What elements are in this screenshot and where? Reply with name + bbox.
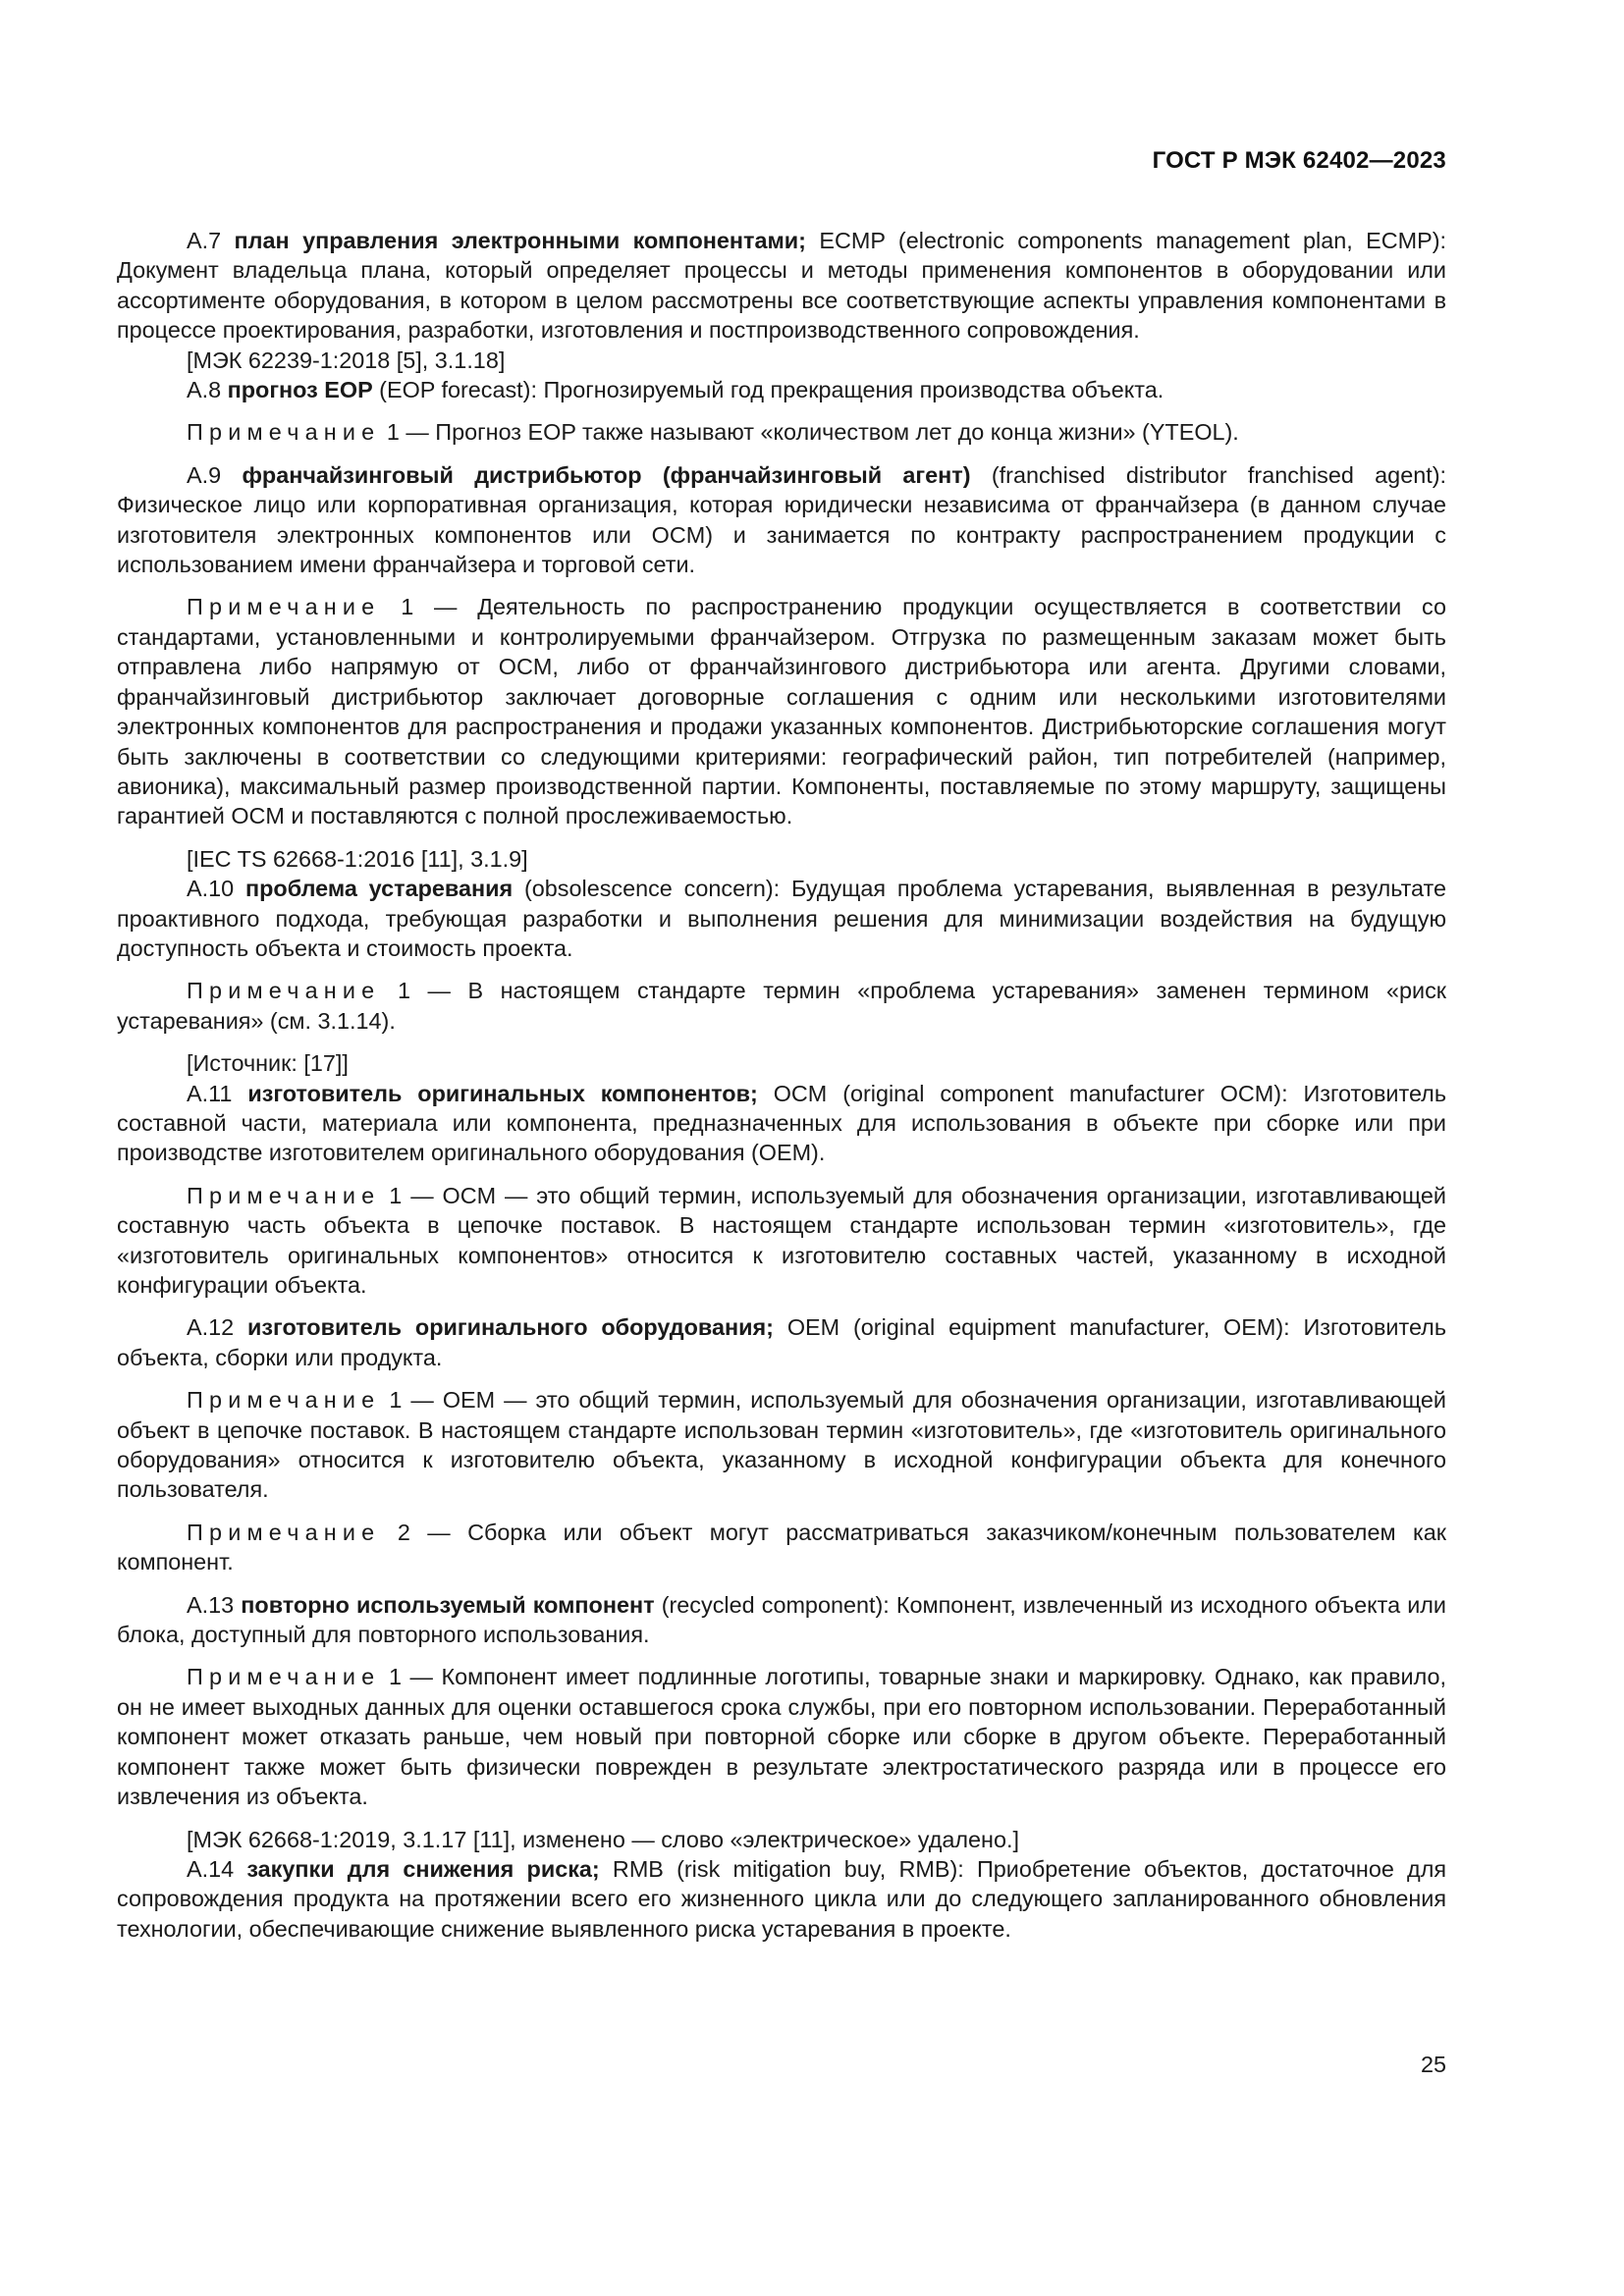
term-entry-a10 [117,874,1446,963]
term-number: A.13 [187,1591,235,1618]
note-label: Примечание [187,1387,381,1414]
page-number: 25 [1420,2052,1446,2077]
note-label: Примечание [187,419,381,446]
note [117,417,1446,447]
term-entry-a14 [117,1854,1446,1944]
document-body [117,226,1446,1944]
term-title: повторно используемый компонент [241,1591,655,1618]
term-number: A.14 [187,1855,235,1882]
term-number: A.8 [187,377,222,403]
note-text: 1 — OEM — это общий термин, используемый для обозначения организации, изготавливающей объект в цепочке поставок. В настоящем стандарте использован термин «изготовитель», где «изготовитель оригинального оборудования» относится к изготовителю объекта, указанному в исходной конфигурации объекта для конечного пользователя. [117,1387,1446,1503]
source-reference: [IEC TS 62668-1:2016 [11], 3.1.9] [187,845,528,872]
note-label: Примечание [187,1664,381,1690]
term-definition: ECMP (electronic components management plan, ECMP): Документ владельца плана, который определяет процессы и методы применения компонентов в оборудовании или ассортименте оборудования, в котором в целом рассмотрены все соответствующие аспекты управления компонентами в процессе проектирования, разработки, изготовления и постпроизводственного сопровождения. [117,228,1447,344]
note-text: 2 — Сборка или объект могут рассматриваться заказчиком/конечным пользователем как компонент. [117,1519,1446,1575]
source-reference: [МЭК 62668-1:2019, 3.1.17 [11], изменено — слово «электрическое» удалено.] [187,1826,1019,1852]
term-number: A.11 [187,1080,233,1106]
note [117,1662,1446,1811]
source-reference: [МЭК 62239-1:2018 [5], 3.1.18] [187,347,506,373]
term-title: изготовитель оригинальных компонентов; [247,1080,758,1106]
term-definition: RMB (risk mitigation buy, RMB): Приобретение объектов, достаточное для сопровождения продукта на протяжении всего его жизненного цикла или до следующего запланированного обновления технологии, обеспечивающие снижение выявленного риска устаревания в проекте. [117,1855,1447,1942]
note-text: 1 — Деятельность по распространению продукции осуществляется в соответствии со стандартами, установленными и контролируемыми франчайзером. Отгрузка по размещенным заказам может быть отправлена либо напрямую от OCM, либо от франчайзингового дистрибьютора или агента. Другими словами, франчайзинговый дистрибьютор заключает договорные соглашения с одним или несколькими изготовителями электронных компонентов для распространения и продажи указанных компонентов. Дистрибьюторские соглашения могут быть заключены в соответствии со следующими критериями: географический район, тип потребителей (например, авионика), максимальный размер производственной партии. Компоненты, поставляемые по этому маршруту, защищены гарантией OCM и поставляются с полной прослеживаемостью. [117,594,1446,829]
term-definition: (EOP forecast): Прогнозируемый год прекращения производства объекта. [372,377,1164,403]
term-number: A.10 [187,876,235,902]
term-entry-a13 [117,1590,1446,1650]
term-entry-a7 [117,226,1446,346]
document-header: ГОСТ Р МЭК 62402—2023 [1152,147,1446,174]
note [117,592,1446,830]
term-definition: (recycled component): Компонент, извлеченный из исходного объекта или блока, доступный для повторного использования. [117,1591,1447,1648]
term-title: франчайзинговый дистрибьютор (франчайзинговый агент) [242,461,971,488]
term-entry-a8 [117,375,1446,404]
note-label: Примечание [187,594,381,620]
note [117,1518,1446,1577]
note-label: Примечание [187,978,381,1004]
term-number: A.7 [187,228,222,253]
term-number: A.12 [187,1314,235,1341]
term-title: проблема устаревания [245,876,514,902]
note-label: Примечание [187,1519,381,1545]
term-number: A.9 [187,461,222,488]
term-title: прогноз EOP [227,377,373,403]
note-label: Примечание [187,1182,381,1208]
note-text: 1 — Компонент имеет подлинные логотипы, товарные знаки и маркировку. Однако, как правило, он не имеет выходных данных для оценки оставшегося срока службы, при его повторном использовании. Переработанный компонент может отказать раньше, чем новый при повторной сборке или сборке в другом объекте. Переработанный компонент также может быть физически поврежден в результате электростатического разряда или в процессе его извлечения из объекта. [117,1664,1446,1810]
note-text: 1 — В настоящем стандарте термин «проблема устаревания» заменен термином «риск устаревания» (см. 3.1.14). [117,978,1446,1034]
source-reference: [Источник: [17]] [187,1050,349,1077]
note [117,1181,1446,1301]
term-title: изготовитель оригинального оборудования; [247,1314,774,1341]
term-title: закупки для снижения риска; [246,1855,600,1882]
note [117,1385,1446,1505]
term-entry-a12 [117,1312,1446,1372]
note-text: 1 — OCM — это общий термин, используемый для обозначения организации, изготавливающей составную часть объекта в цепочке поставок. В настоящем стандарте использован термин «изготовитель», где «изготовитель оригинальных компонентов» относится к изготовителю составных частей, указанному в исходной конфигурации объекта. [117,1182,1446,1298]
term-definition: OCM (original component manufacturer OCM): Изготовитель составной части, материала или компонента, предназначенных для использования в объекте при сборке или при производстве изготовителем оригинального оборудования (OEM). [117,1080,1447,1166]
term-entry-a11 [117,1079,1446,1168]
term-entry-a9 [117,460,1446,580]
term-title: план управления электронными компонентами; [234,228,806,253]
term-definition: (obsolescence concern): Будущая проблема устаревания, выявленная в результате проактивного подхода, требующая разработки и выполнения решения для минимизации воздействия на будущую доступность объекта и стоимость проекта. [117,876,1447,961]
note-text: 1 — Прогноз EOP также называют «количеством лет до конца жизни» (YTEOL). [380,419,1239,446]
term-definition: OEM (original equipment manufacturer, OEM): Изготовитель объекта, сборки или продукта. [117,1314,1447,1370]
term-definition: (franchised distributor franchised agent): Физическое лицо или корпоративная организация, которая юридически независима от франчайзера (в данном случае изготовителя электронных компонентов или OCM) и занимается по контракту распространением продукции с использованием имени франчайзера и торговой сети. [117,461,1446,578]
note [117,976,1446,1036]
